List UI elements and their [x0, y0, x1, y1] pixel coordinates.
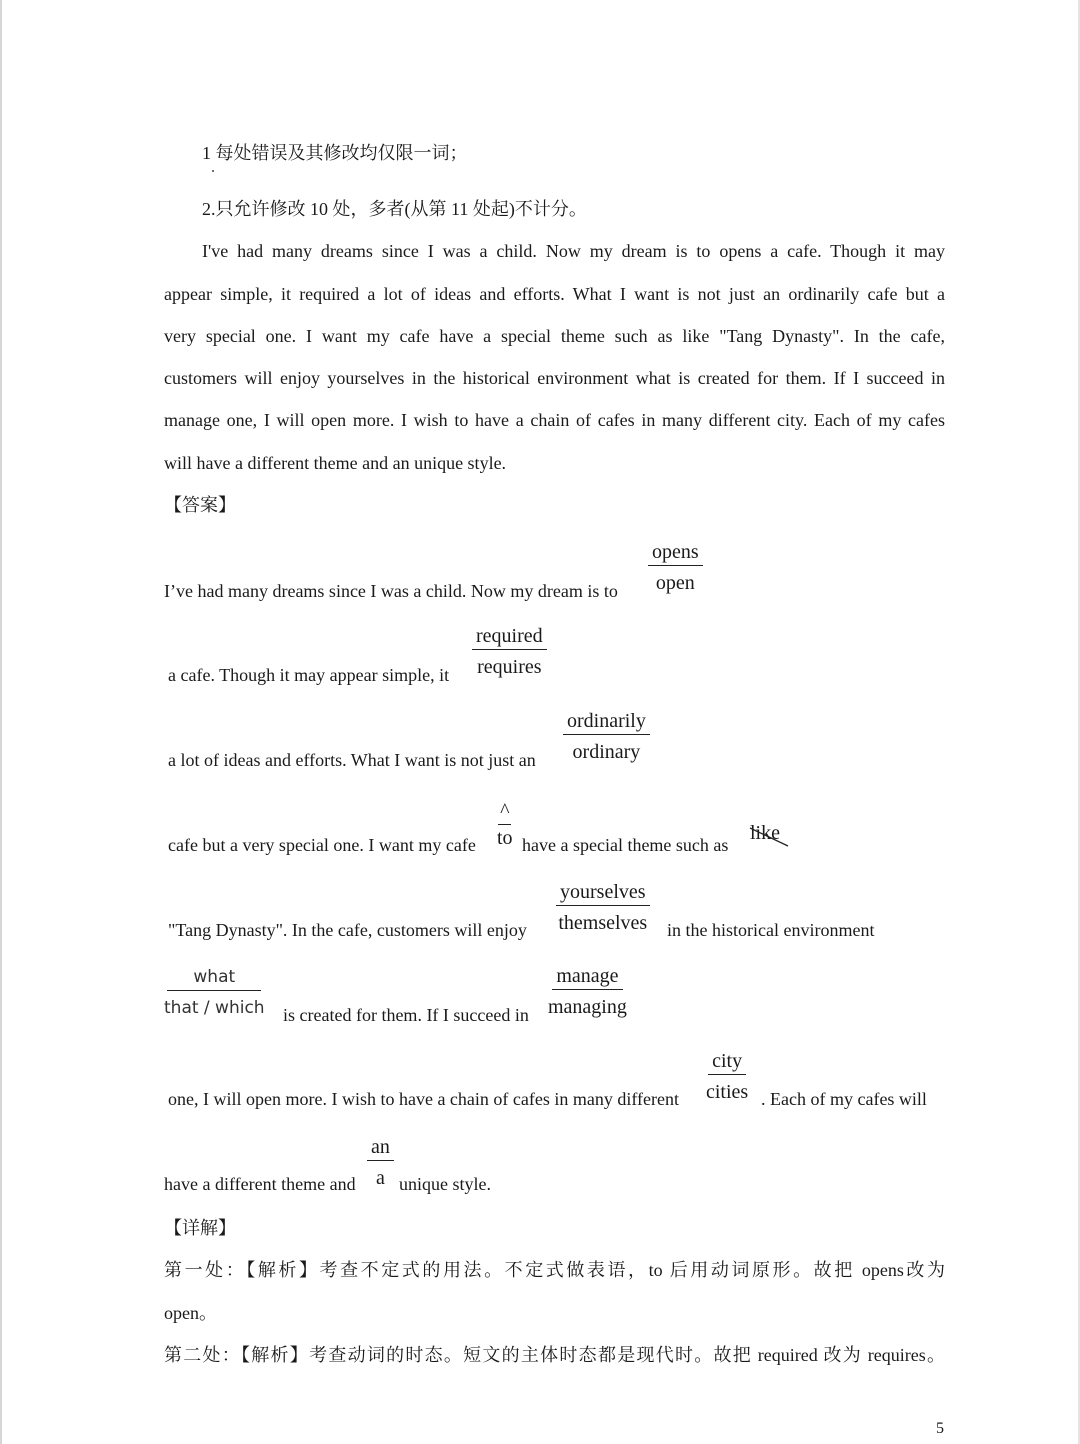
answer-text-5b: in the historical environment: [667, 920, 875, 940]
correction-2: [472, 623, 547, 680]
page-left-edge: [0, 0, 2, 1444]
answer-text-8b: unique style.: [399, 1174, 491, 1194]
correction-2-wrong: required: [472, 623, 547, 650]
passage-line-2: appear simple, it required a lot of ideas and efforts. What I want is not just an ordinarily cafe but a: [164, 284, 945, 304]
detail-1-cont: open。: [164, 1303, 217, 1323]
detail-2: 第二处：【解析】考查动词的时态。短文的主体时态都是现代时。故把 required 改为 requires。: [164, 1345, 945, 1365]
correction-10-right: a: [376, 1167, 385, 1189]
answer-text-4a: cafe but a very special one. I want my cafe: [168, 835, 476, 855]
correction-7-right: that / which: [164, 998, 265, 1018]
deleted-word: like: [750, 822, 780, 844]
correction-3-wrong: ordinarily: [563, 708, 650, 735]
passage-line-3: very special one. I want my cafe have a special theme such as like "Tang Dynasty". In the cafe,: [164, 326, 945, 346]
insertion-4: [497, 798, 513, 851]
passage-line-4: customers will enjoy yourselves in the historical environment what is created for them. If I succeed in: [164, 368, 945, 388]
answer-text-3: a lot of ideas and efforts. What I want is not just an: [168, 750, 536, 770]
correction-6: [556, 879, 650, 936]
correction-8: [548, 963, 627, 1020]
insertion-word: to: [497, 827, 513, 849]
correction-1-wrong: opens: [648, 539, 703, 566]
correction-1: [648, 539, 703, 596]
answer-text-6: is created for them. If I succeed in: [283, 1005, 529, 1025]
passage-line-5: manage one, I will open more. I wish to have a chain of cafes in many different city. Each of my cafes: [164, 410, 945, 430]
correction-7: [164, 964, 265, 1021]
page-number: 5: [936, 1420, 944, 1437]
deletion-5: [750, 822, 780, 845]
answer-text-5a: "Tang Dynasty". In the cafe, customers will enjoy: [168, 920, 527, 940]
correction-10-wrong: an: [367, 1134, 394, 1161]
deletion-mark-icon: [748, 824, 792, 850]
insertion-caret: ^: [498, 798, 511, 825]
detail-1: 第一处：【解析】考查不定式的用法。不定式做表语，to 后用动词原形。故把 opens改为: [164, 1260, 945, 1280]
answer-text-2: a cafe. Though it may appear simple, it: [168, 665, 450, 685]
answer-text-8a: have a different theme and: [164, 1174, 356, 1194]
answer-text-4b: have a special theme such as: [522, 835, 729, 855]
answer-text-7a: one, I will open more. I wish to have a chain of cafes in many different: [168, 1089, 679, 1109]
correction-3-right: ordinary: [572, 741, 641, 763]
passage-line-1: I've had many dreams since I was a child. Now my dream is to opens a cafe. Though it may: [202, 241, 945, 261]
correction-8-wrong: manage: [552, 963, 622, 990]
correction-6-right: themselves: [558, 912, 648, 934]
correction-10: [367, 1134, 394, 1191]
correction-2-right: requires: [477, 656, 542, 678]
detail-heading: 【详解】: [164, 1218, 236, 1238]
correction-9-wrong: city: [708, 1048, 746, 1075]
rule-2: 2.只允许修改 10 处，多者(从第 11 处起)不计分。: [202, 199, 587, 219]
correction-3: [563, 708, 650, 765]
answer-text-1: I’ve had many dreams since I was a child. Now my dream is to: [164, 581, 618, 601]
correction-1-right: open: [655, 572, 695, 594]
correction-9-right: cities: [706, 1081, 749, 1103]
correction-8-right: managing: [548, 996, 627, 1018]
passage-line-6: will have a different theme and an unique style.: [164, 453, 507, 473]
answer-heading: 【答案】: [164, 495, 236, 515]
correction-6-wrong: yourselves: [556, 879, 650, 906]
stray-dot: [212, 170, 214, 172]
answer-text-7b: . Each of my cafes will: [761, 1089, 927, 1109]
correction-7-wrong: what: [167, 964, 261, 991]
rule-1: 1 每处错误及其修改均仅限一词；: [202, 143, 468, 163]
correction-9: [706, 1048, 748, 1105]
